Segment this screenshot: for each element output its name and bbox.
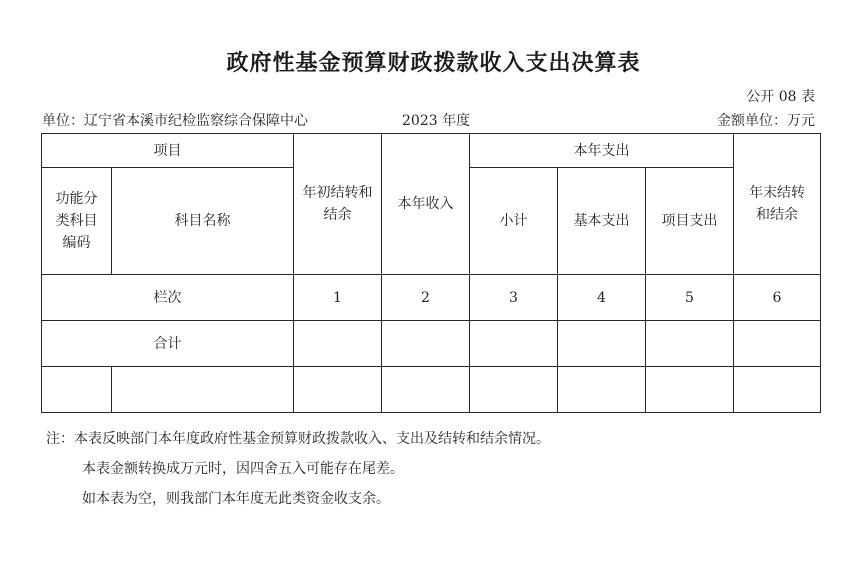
unit-label: 单位：辽宁省本溪市纪检监察综合保障中心 <box>42 113 308 129</box>
table-cell <box>112 367 294 413</box>
table-row-empty <box>42 367 821 413</box>
column-number: 1 <box>294 275 382 321</box>
row-label-column-number: 栏次 <box>42 275 294 321</box>
year-label: 2023 年度 <box>402 113 471 129</box>
column-number: 6 <box>734 275 821 321</box>
table-cell <box>294 321 382 367</box>
header-expense: 本年支出 <box>470 134 734 168</box>
column-number: 3 <box>470 275 558 321</box>
header-function-code: 功能分类科目编码 <box>42 168 112 275</box>
row-label-total: 合计 <box>42 321 294 367</box>
table-cell <box>646 367 734 413</box>
table-cell <box>42 367 112 413</box>
table-row-column-numbers <box>42 275 821 321</box>
notes <box>46 424 550 514</box>
header-end-balance: 年末结转和结余 <box>734 134 821 275</box>
column-number: 2 <box>382 275 470 321</box>
table-cell <box>470 367 558 413</box>
note-line-3: 如本表为空，则我部门本年度无此类资金收支余。 <box>82 491 390 507</box>
form-number: 公开 08 表 <box>746 89 815 105</box>
header-item: 项目 <box>42 134 294 168</box>
table-cell <box>558 367 646 413</box>
column-number: 4 <box>558 275 646 321</box>
header-subject-name: 科目名称 <box>112 168 294 275</box>
money-unit-label: 金额单位：万元 <box>717 113 815 129</box>
table-cell <box>734 367 821 413</box>
table-row-total <box>42 321 821 367</box>
header-begin-balance: 年初结转和结余 <box>294 134 382 275</box>
header-basic-expense: 基本支出 <box>558 168 646 275</box>
header-income: 本年收入 <box>382 134 470 275</box>
note-line-1: 注：本表反映部门本年度政府性基金预算财政拨款收入、支出及结转和结余情况。 <box>46 431 550 447</box>
table-cell <box>646 321 734 367</box>
header-project-expense: 项目支出 <box>646 168 734 275</box>
column-number: 5 <box>646 275 734 321</box>
table-cell <box>734 321 821 367</box>
header-subtotal: 小计 <box>470 168 558 275</box>
table-cell <box>470 321 558 367</box>
budget-table <box>41 133 821 413</box>
table-cell <box>382 321 470 367</box>
page-title: 政府性基金预算财政拨款收入支出决算表 <box>226 51 641 76</box>
table-cell <box>558 321 646 367</box>
table-cell <box>382 367 470 413</box>
table-cell <box>294 367 382 413</box>
note-line-2: 本表金额转换成万元时，因四舍五入可能存在尾差。 <box>82 461 404 477</box>
